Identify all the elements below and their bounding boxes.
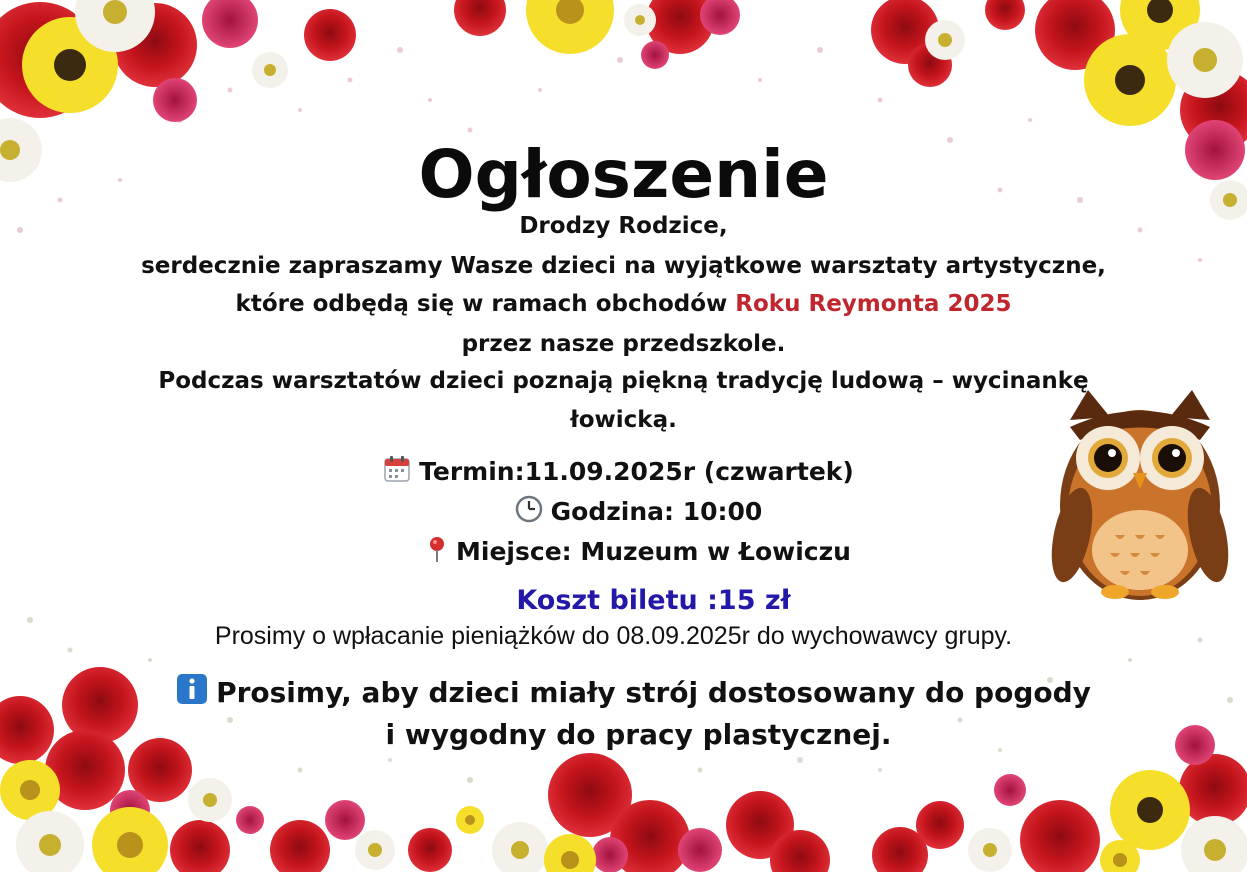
payment-note: Prosimy o wpłacanie pieniążków do 08.09.2025r do wychowawcy grupy. bbox=[214, 622, 1013, 650]
event-place-text: Miejsce: Muzeum w Łowiczu bbox=[456, 537, 851, 566]
info-icon bbox=[176, 673, 208, 712]
invitation-line-5: łowicką. bbox=[570, 407, 677, 433]
invitation-line-4: Podczas warsztatów dzieci poznają piękną tradycję ludową – wycinankę bbox=[158, 368, 1089, 394]
pin-icon bbox=[426, 535, 448, 569]
clothing-note-line-1-text: Prosimy, aby dzieci miały strój dostosowany do pogody bbox=[216, 676, 1091, 709]
event-date bbox=[0, 455, 1242, 489]
clothing-note-line-1 bbox=[10, 673, 1247, 712]
invitation-line-1: serdecznie zapraszamy Wasze dzieci na wyjątkowe warsztaty artystyczne, bbox=[141, 253, 1106, 279]
reymont-year-highlight: Roku Reymonta 2025 bbox=[735, 291, 1012, 317]
invitation-line-2 bbox=[0, 291, 1247, 317]
clothing-note-line-2: i wygodny do pracy plastycznej. bbox=[385, 718, 892, 751]
ticket-cost: Koszt biletu :15 zł bbox=[516, 585, 791, 616]
event-date-text: Termin:11.09.2025r (czwartek) bbox=[419, 457, 854, 486]
event-time-text: Godzina: 10:00 bbox=[550, 497, 763, 526]
greeting: Drodzy Rodzice, bbox=[519, 213, 728, 239]
invitation-line-2-text: które odbędą się w ramach obchodów bbox=[235, 291, 736, 317]
invitation-line-3: przez nasze przedszkole. bbox=[461, 331, 786, 357]
event-place bbox=[15, 535, 1247, 569]
calendar-icon bbox=[383, 455, 411, 489]
page-title: Ogłoszenie bbox=[418, 136, 829, 213]
clock-icon bbox=[515, 495, 543, 529]
event-time bbox=[15, 495, 1247, 529]
